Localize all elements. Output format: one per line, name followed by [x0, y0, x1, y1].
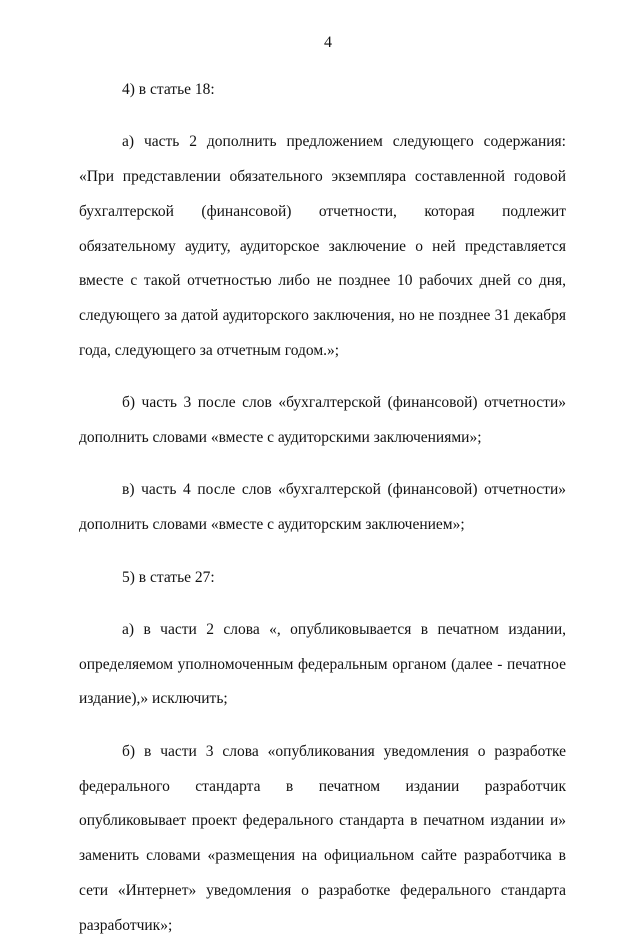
document-body: [79, 73, 566, 944]
paragraph-article-18-item-a: а) часть 2 дополнить предложением следующего содержания: «При представлении обязательного экземпляра составленной годовой бухгалтерской (финансовой) отчетности, которая подлежит обязательному аудиту, аудиторское заключение о ней представляется вместе с такой отчетностью либо не позднее 10 рабочих дней со дня, следующего за датой аудиторского заключения, но не позднее 31 декабря года, следующего за отчетным годом.»;: [79, 133, 566, 360]
paragraph-article-27-item-b: б) в части 3 слова «опубликования уведомления о разработке федерального стандарта в печатном издании разработчик опубликовывает проект федерального стандарта в печатном издании и» заменить словами «размещения на официальном сайте разработчика в сети «Интернет» уведомления о разработке федерального стандарта разработчик»;: [79, 742, 566, 934]
paragraph-article-18-heading: 4) в статье 18:: [122, 81, 215, 98]
paragraph-article-27-heading: 5) в статье 27:: [122, 568, 215, 586]
page-number: 4: [324, 34, 332, 51]
paragraph-article-27-item-a: а) в части 2 слова «, опубликовывается в печатном издании, определяемом уполномоченным федеральным органом (далее - печатное издание),» исключить;: [79, 620, 566, 708]
paragraph-article-18-item-b: б) часть 3 после слов «бухгалтерской (финансовой) отчетности» дополнить словами «вместе с аудиторскими заключениями»;: [79, 394, 566, 447]
paragraph-article-18-item-v: в) часть 4 после слов «бухгалтерской (финансовой) отчетности» дополнить словами «вместе с аудиторским заключением»;: [79, 481, 566, 534]
